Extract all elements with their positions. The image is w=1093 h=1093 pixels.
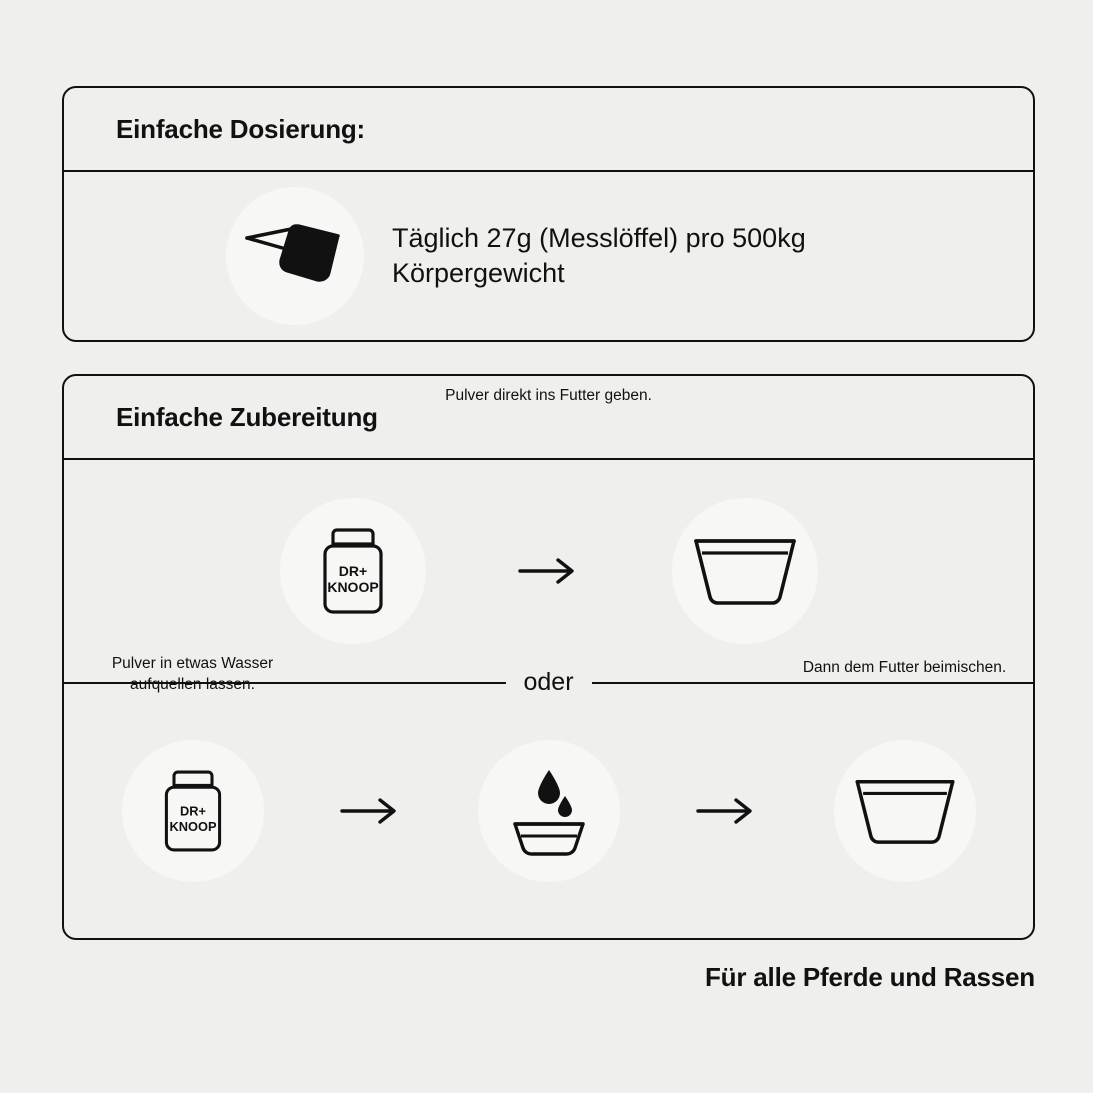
measuring-scoop-icon <box>226 187 364 325</box>
arrow-right-icon <box>694 791 760 831</box>
preparation-option-2-row <box>64 655 1033 940</box>
option-2-caption-2: Dann dem Futter beimischen. <box>802 659 1007 676</box>
option-2-caption-1: Pulver in etwas Wasser aufquellen lassen. <box>111 655 274 693</box>
svg-text:DR+: DR+ <box>179 803 206 819</box>
dosage-title: Einfache Dosierung: <box>116 113 366 144</box>
option-1-caption: Pulver direkt ins Futter geben. <box>445 387 652 404</box>
preparation-card <box>62 374 1035 940</box>
option-2-step-bucket <box>802 659 1007 882</box>
svg-text:DR+: DR+ <box>338 563 367 579</box>
option-1-step-bucket <box>672 498 818 644</box>
footer-claim: Für alle Pferde und Rassen <box>704 962 1035 992</box>
product-jar-icon <box>122 740 264 882</box>
water-bowl-icon <box>478 740 620 882</box>
option-2-step-water-bowl <box>478 740 620 882</box>
dosage-card-body <box>64 172 1033 340</box>
svg-text:KNOOP: KNOOP <box>169 818 216 834</box>
arrow-right-icon <box>516 551 582 591</box>
dosage-instruction-text: Täglich 27g (Messlöffel) pro 500kg Körpergewicht <box>392 222 806 288</box>
product-jar-icon <box>280 498 426 644</box>
dosage-card <box>62 86 1035 342</box>
dosage-card-header <box>64 88 1033 172</box>
arrow-right-icon <box>338 791 404 831</box>
preparation-title: Einfache Zubereitung <box>116 401 378 432</box>
option-divider-label: oder <box>505 664 591 700</box>
svg-text:KNOOP: KNOOP <box>326 579 379 595</box>
option-2-step-jar <box>111 655 274 882</box>
feed-bucket-icon <box>834 740 976 882</box>
feed-bucket-icon <box>672 498 818 644</box>
option-1-step-jar <box>280 498 426 644</box>
